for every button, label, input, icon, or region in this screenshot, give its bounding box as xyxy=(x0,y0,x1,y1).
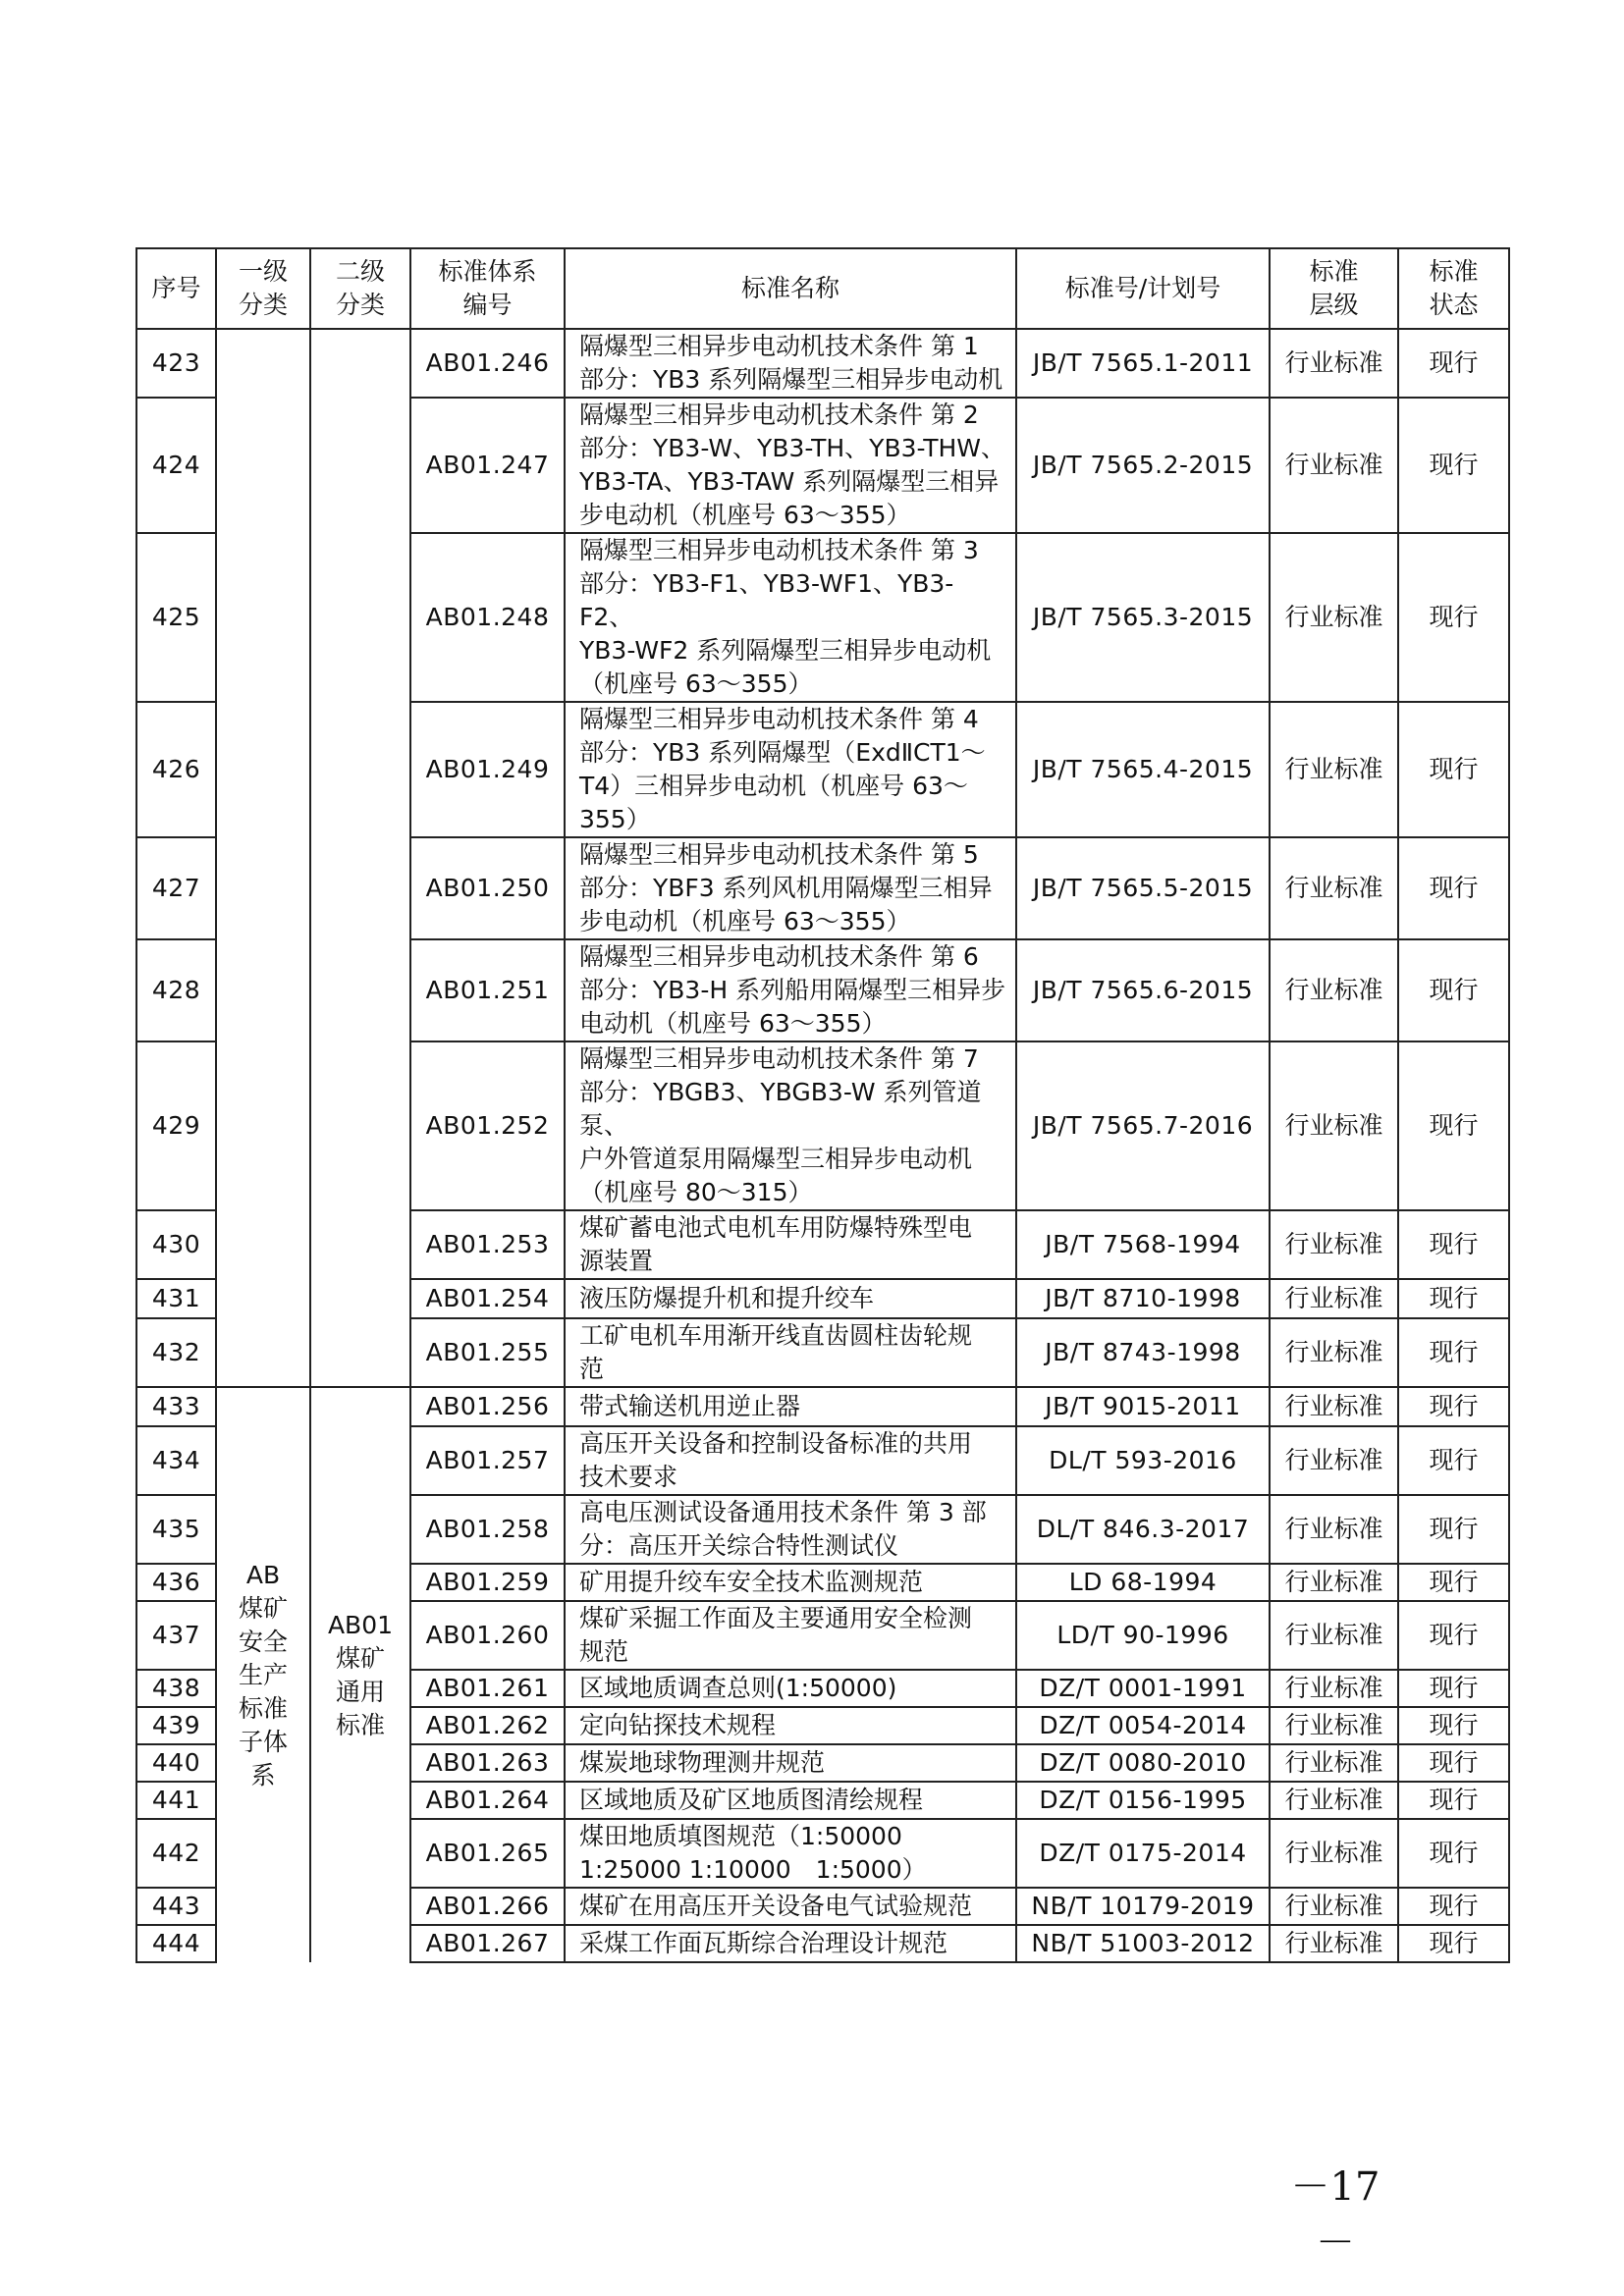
table-row xyxy=(136,329,1509,398)
row-standard-number: NB/T 51003-2012 xyxy=(1016,1925,1270,1962)
row-name-line: 煤矿在用高压开关设备电气试验规范 xyxy=(579,1892,973,1920)
table-body xyxy=(136,329,1509,1962)
row-name xyxy=(565,1782,1016,1819)
row-tier: 行业标准 xyxy=(1270,1782,1398,1819)
row-standard-number: JB/T 8710-1998 xyxy=(1016,1279,1270,1318)
row-status: 现行 xyxy=(1398,398,1509,533)
row-standard-number: JB/T 7565.6-2015 xyxy=(1016,939,1270,1041)
header-seq: 序号 xyxy=(136,248,216,329)
row-name-line: 采煤工作面瓦斯综合治理设计规范 xyxy=(579,1929,948,1957)
header-tier: 标准 层级 xyxy=(1270,248,1398,329)
row-tier: 行业标准 xyxy=(1270,329,1398,398)
row-seq: 444 xyxy=(136,1925,216,1962)
row-name-line: 步电动机（机座号 63～355） xyxy=(579,501,911,529)
row-standard-number: JB/T 7565.5-2015 xyxy=(1016,837,1270,939)
row-name-line: 煤田地质填图规范（1:50000 xyxy=(579,1822,902,1850)
standards-table-container xyxy=(135,247,1508,1963)
row-name xyxy=(565,1279,1016,1318)
row-status: 现行 xyxy=(1398,1318,1509,1387)
level1-category-line: 生产 xyxy=(238,1660,288,1689)
row-code: AB01.259 xyxy=(410,1564,565,1601)
row-code: AB01.262 xyxy=(410,1707,565,1744)
level1-category-line: 安全 xyxy=(238,1627,288,1656)
row-name-line: T4）三相异步电动机（机座号 63～ xyxy=(579,772,968,800)
row-status: 现行 xyxy=(1398,1426,1509,1495)
level2-category-continued xyxy=(310,329,410,1387)
row-name-line: 煤矿蓄电池式电机车用防爆特殊型电 xyxy=(579,1213,973,1242)
row-tier: 行业标准 xyxy=(1270,1279,1398,1318)
row-status: 现行 xyxy=(1398,1210,1509,1279)
level1-category-line: 标准 xyxy=(238,1693,288,1723)
row-tier: 行业标准 xyxy=(1270,1387,1398,1426)
row-name-line: 技术要求 xyxy=(579,1463,678,1491)
row-name xyxy=(565,398,1016,533)
row-name-line: 隔爆型三相异步电动机技术条件 第 3 xyxy=(579,536,979,564)
row-status: 现行 xyxy=(1398,1041,1509,1210)
level2-category-line: 煤矿 xyxy=(335,1643,385,1673)
row-standard-number: LD/T 90-1996 xyxy=(1016,1601,1270,1670)
row-name-line: 分：高压开关综合特性测试仪 xyxy=(579,1531,899,1560)
row-name-line: 煤炭地球物理测井规范 xyxy=(579,1748,826,1777)
row-name-line: 高电压测试设备通用技术条件 第 3 部 xyxy=(579,1498,987,1526)
row-code: AB01.255 xyxy=(410,1318,565,1387)
row-tier: 行业标准 xyxy=(1270,1819,1398,1888)
row-name-line: 定向钻探技术规程 xyxy=(579,1711,777,1739)
level2-category-line: 通用 xyxy=(335,1677,385,1706)
row-name-line: YB3-TA、YB3-TAW 系列隔爆型三相异 xyxy=(579,467,1000,496)
row-standard-number: NB/T 10179-2019 xyxy=(1016,1888,1270,1925)
row-code: AB01.261 xyxy=(410,1670,565,1707)
level1-category-line: 子体 xyxy=(238,1727,288,1756)
row-name-line: 矿用提升绞车安全技术监测规范 xyxy=(579,1568,924,1596)
row-standard-number: DZ/T 0156-1995 xyxy=(1016,1782,1270,1819)
row-name xyxy=(565,1564,1016,1601)
row-name xyxy=(565,837,1016,939)
row-status: 现行 xyxy=(1398,1279,1509,1318)
row-name xyxy=(565,1318,1016,1387)
row-name-line: 液压防爆提升机和提升绞车 xyxy=(579,1284,875,1312)
level1-category-continued xyxy=(216,329,310,1387)
row-standard-number: DL/T 593-2016 xyxy=(1016,1426,1270,1495)
row-name xyxy=(565,329,1016,398)
row-name-line: 区域地质调查总则(1:50000) xyxy=(579,1674,897,1702)
row-name-line: 规范 xyxy=(579,1637,629,1666)
row-status: 现行 xyxy=(1398,1707,1509,1744)
standards-table xyxy=(135,247,1510,1963)
header-code: 标准体系 编号 xyxy=(410,248,565,329)
row-status: 现行 xyxy=(1398,702,1509,837)
row-code: AB01.246 xyxy=(410,329,565,398)
level2-category-line: 标准 xyxy=(335,1710,385,1739)
row-tier: 行业标准 xyxy=(1270,1601,1398,1670)
row-name-line: （机座号 63～355） xyxy=(579,669,813,698)
row-tier: 行业标准 xyxy=(1270,1041,1398,1210)
row-seq: 426 xyxy=(136,702,216,837)
row-name-line: 部分：YB3-W、YB3-TH、YB3-THW、 xyxy=(579,434,1006,462)
header-level2: 二级 分类 xyxy=(310,248,410,329)
row-code: AB01.248 xyxy=(410,533,565,702)
row-tier: 行业标准 xyxy=(1270,702,1398,837)
row-name-line: 户外管道泵用隔爆型三相异步电动机 xyxy=(579,1145,973,1173)
row-name xyxy=(565,1601,1016,1670)
row-name xyxy=(565,533,1016,702)
row-code: AB01.267 xyxy=(410,1925,565,1962)
row-seq: 439 xyxy=(136,1707,216,1744)
level1-category-line: 系 xyxy=(250,1760,276,1789)
row-code: AB01.249 xyxy=(410,702,565,837)
level1-category xyxy=(216,1387,310,1962)
row-name-line: 隔爆型三相异步电动机技术条件 第 4 xyxy=(579,705,979,733)
row-seq: 425 xyxy=(136,533,216,702)
row-name-line: 带式输送机用逆止器 xyxy=(579,1392,801,1420)
row-code: AB01.258 xyxy=(410,1495,565,1564)
row-tier: 行业标准 xyxy=(1270,1925,1398,1962)
row-seq: 430 xyxy=(136,1210,216,1279)
row-status: 现行 xyxy=(1398,1601,1509,1670)
row-status: 现行 xyxy=(1398,1670,1509,1707)
row-name xyxy=(565,1426,1016,1495)
row-name-line: 部分：YBF3 系列风机用隔爆型三相异 xyxy=(579,874,993,902)
header-number: 标准号/计划号 xyxy=(1016,248,1270,329)
row-name-line: 隔爆型三相异步电动机技术条件 第 2 xyxy=(579,400,979,429)
row-name-line: 隔爆型三相异步电动机技术条件 第 6 xyxy=(579,942,979,971)
row-status: 现行 xyxy=(1398,1925,1509,1962)
row-seq: 437 xyxy=(136,1601,216,1670)
row-seq: 428 xyxy=(136,939,216,1041)
row-tier: 行业标准 xyxy=(1270,1495,1398,1564)
row-code: AB01.260 xyxy=(410,1601,565,1670)
row-tier: 行业标准 xyxy=(1270,1888,1398,1925)
row-status: 现行 xyxy=(1398,939,1509,1041)
page-number: －17－ xyxy=(1290,2164,1380,2266)
row-name-line: 电动机（机座号 63～355） xyxy=(579,1009,887,1038)
row-seq: 427 xyxy=(136,837,216,939)
row-name xyxy=(565,1925,1016,1962)
table-header-row xyxy=(136,248,1509,329)
row-name-line: YB3-WF2 系列隔爆型三相异步电动机 xyxy=(579,636,992,665)
row-tier: 行业标准 xyxy=(1270,398,1398,533)
row-name-line: 部分：YB3-H 系列船用隔爆型三相异步 xyxy=(579,976,1006,1004)
row-name-line: 高压开关设备和控制设备标准的共用 xyxy=(579,1429,973,1458)
row-name xyxy=(565,1707,1016,1744)
row-tier: 行业标准 xyxy=(1270,939,1398,1041)
row-name-line: 隔爆型三相异步电动机技术条件 第 5 xyxy=(579,840,979,869)
row-name-line: 范 xyxy=(579,1355,605,1383)
row-name xyxy=(565,1041,1016,1210)
row-status: 现行 xyxy=(1398,533,1509,702)
row-seq: 433 xyxy=(136,1387,216,1426)
row-standard-number: JB/T 7565.3-2015 xyxy=(1016,533,1270,702)
row-name-line: 隔爆型三相异步电动机技术条件 第 7 xyxy=(579,1044,979,1073)
row-code: AB01.266 xyxy=(410,1888,565,1925)
row-name-line: 部分：YBGB3、YBGB3-W 系列管道泵、 xyxy=(579,1078,982,1140)
row-status: 现行 xyxy=(1398,1744,1509,1782)
row-status: 现行 xyxy=(1398,837,1509,939)
row-standard-number: JB/T 7565.1-2011 xyxy=(1016,329,1270,398)
row-seq: 424 xyxy=(136,398,216,533)
row-name xyxy=(565,702,1016,837)
row-standard-number: DL/T 846.3-2017 xyxy=(1016,1495,1270,1564)
row-standard-number: JB/T 7568-1994 xyxy=(1016,1210,1270,1279)
row-name-line: 隔爆型三相异步电动机技术条件 第 1 xyxy=(579,332,979,360)
header-status: 标准 状态 xyxy=(1398,248,1509,329)
level2-category xyxy=(310,1387,410,1962)
row-seq: 431 xyxy=(136,1279,216,1318)
row-standard-number: DZ/T 0080-2010 xyxy=(1016,1744,1270,1782)
row-status: 现行 xyxy=(1398,1819,1509,1888)
row-seq: 429 xyxy=(136,1041,216,1210)
row-code: AB01.252 xyxy=(410,1041,565,1210)
row-seq: 434 xyxy=(136,1426,216,1495)
row-name xyxy=(565,1387,1016,1426)
row-standard-number: DZ/T 0175-2014 xyxy=(1016,1819,1270,1888)
row-status: 现行 xyxy=(1398,1888,1509,1925)
row-seq: 441 xyxy=(136,1782,216,1819)
row-tier: 行业标准 xyxy=(1270,1670,1398,1707)
header-name: 标准名称 xyxy=(565,248,1016,329)
row-tier: 行业标准 xyxy=(1270,533,1398,702)
row-name xyxy=(565,1819,1016,1888)
row-seq: 435 xyxy=(136,1495,216,1564)
row-standard-number: LD 68-1994 xyxy=(1016,1564,1270,1601)
row-name xyxy=(565,1744,1016,1782)
level1-category-line: 煤矿 xyxy=(238,1593,288,1623)
row-name xyxy=(565,1495,1016,1564)
row-code: AB01.250 xyxy=(410,837,565,939)
row-name-line: 步电动机（机座号 63～355） xyxy=(579,907,911,935)
row-tier: 行业标准 xyxy=(1270,1744,1398,1782)
row-tier: 行业标准 xyxy=(1270,1564,1398,1601)
row-tier: 行业标准 xyxy=(1270,1318,1398,1387)
row-code: AB01.257 xyxy=(410,1426,565,1495)
row-name-line: 工矿电机车用渐开线直齿圆柱齿轮规 xyxy=(579,1321,973,1350)
row-name xyxy=(565,1210,1016,1279)
row-seq: 442 xyxy=(136,1819,216,1888)
row-code: AB01.264 xyxy=(410,1782,565,1819)
table-row xyxy=(136,1387,1509,1426)
row-code: AB01.263 xyxy=(410,1744,565,1782)
row-name xyxy=(565,1670,1016,1707)
row-name-line: 355） xyxy=(579,805,651,833)
row-standard-number: DZ/T 0054-2014 xyxy=(1016,1707,1270,1744)
header-level1: 一级 分类 xyxy=(216,248,310,329)
row-standard-number: JB/T 7565.4-2015 xyxy=(1016,702,1270,837)
row-standard-number: JB/T 8743-1998 xyxy=(1016,1318,1270,1387)
row-code: AB01.254 xyxy=(410,1279,565,1318)
row-name-line: 源装置 xyxy=(579,1247,654,1275)
level2-category-line: AB01 xyxy=(327,1610,394,1639)
level1-category-line: AB xyxy=(245,1560,281,1589)
row-code: AB01.247 xyxy=(410,398,565,533)
row-status: 现行 xyxy=(1398,1564,1509,1601)
row-seq: 443 xyxy=(136,1888,216,1925)
row-seq: 440 xyxy=(136,1744,216,1782)
row-name-line: 区域地质及矿区地质图清绘规程 xyxy=(579,1786,924,1814)
row-status: 现行 xyxy=(1398,1782,1509,1819)
row-status: 现行 xyxy=(1398,1495,1509,1564)
row-standard-number: JB/T 7565.2-2015 xyxy=(1016,398,1270,533)
row-standard-number: JB/T 7565.7-2016 xyxy=(1016,1041,1270,1210)
row-tier: 行业标准 xyxy=(1270,837,1398,939)
row-name-line: 部分：YB3-F1、YB3-WF1、YB3-F2、 xyxy=(579,569,954,631)
row-seq: 423 xyxy=(136,329,216,398)
row-seq: 436 xyxy=(136,1564,216,1601)
row-standard-number: JB/T 9015-2011 xyxy=(1016,1387,1270,1426)
row-code: AB01.251 xyxy=(410,939,565,1041)
row-code: AB01.253 xyxy=(410,1210,565,1279)
row-tier: 行业标准 xyxy=(1270,1707,1398,1744)
row-standard-number: DZ/T 0001-1991 xyxy=(1016,1670,1270,1707)
row-status: 现行 xyxy=(1398,329,1509,398)
row-code: AB01.265 xyxy=(410,1819,565,1888)
row-name-line: 1:25000 1:10000 1:5000） xyxy=(579,1855,927,1884)
row-seq: 432 xyxy=(136,1318,216,1387)
row-name-line: 部分：YB3 系列隔爆型三相异步电动机 xyxy=(579,365,1003,394)
row-tier: 行业标准 xyxy=(1270,1210,1398,1279)
row-name-line: 煤矿采掘工作面及主要通用安全检测 xyxy=(579,1604,973,1632)
row-name-line: 部分：YB3 系列隔爆型（ExdⅡCT1～ xyxy=(579,738,986,767)
row-name xyxy=(565,939,1016,1041)
row-tier: 行业标准 xyxy=(1270,1426,1398,1495)
row-status: 现行 xyxy=(1398,1387,1509,1426)
row-name-line: （机座号 80～315） xyxy=(579,1178,813,1206)
row-code: AB01.256 xyxy=(410,1387,565,1426)
row-name xyxy=(565,1888,1016,1925)
row-seq: 438 xyxy=(136,1670,216,1707)
